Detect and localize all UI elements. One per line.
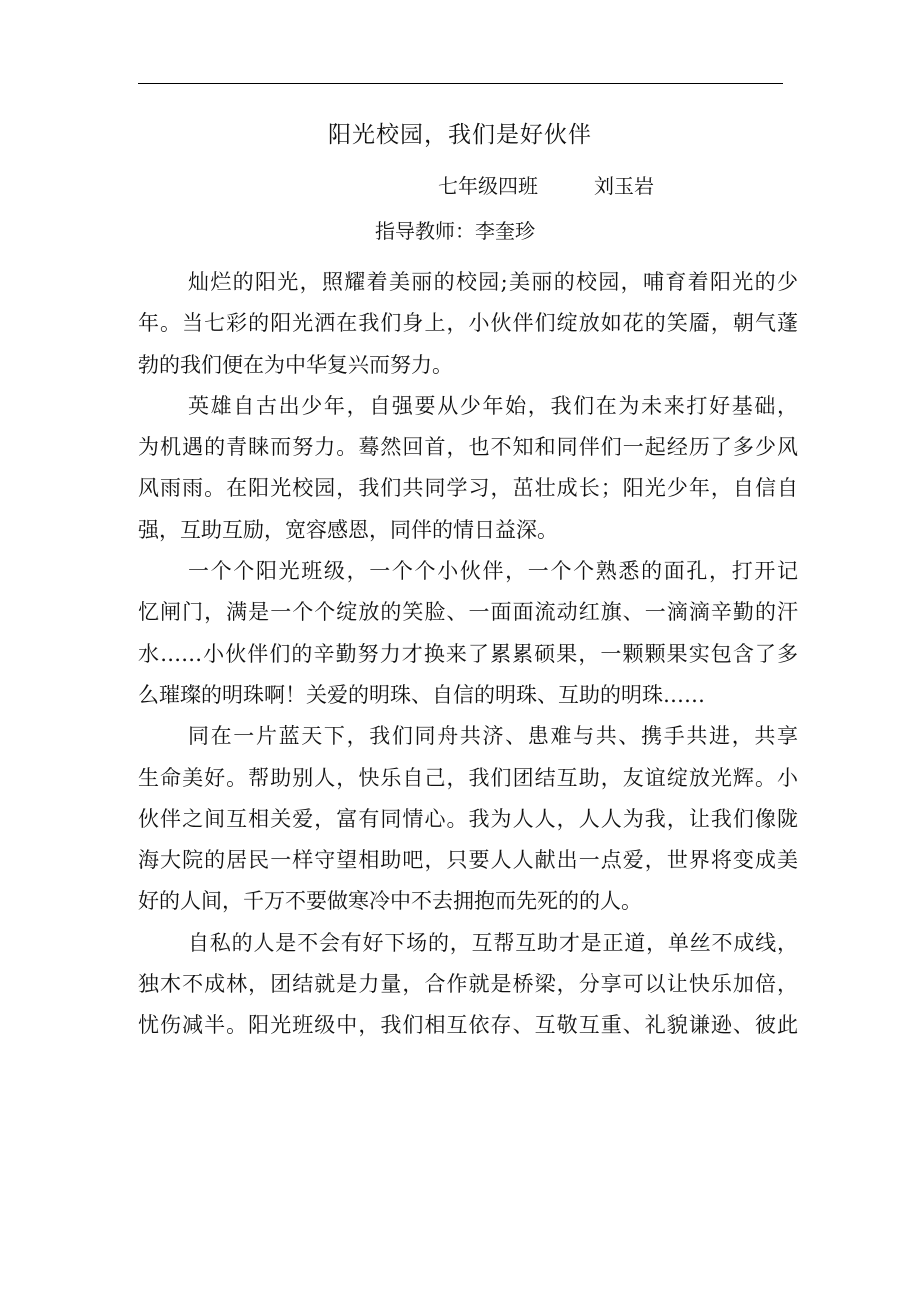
paragraph-1 xyxy=(138,262,798,386)
text-line: 么璀璨的明珠啊！关爱的明珠、自信的明珠、互助的明珠…… xyxy=(138,682,705,707)
text-line: 年。当七彩的阳光洒在我们身上，小伙伴们绽放如花的笑靥，朝气蓬 xyxy=(138,311,798,336)
text-line: 勃的我们便在为中华复兴而努力。 xyxy=(138,352,453,377)
text-line: 风雨雨。在阳光校园，我们共同学习，茁壮成长；阳光少年，自信自 xyxy=(138,476,798,501)
teacher-line: 指导教师：李奎珍 xyxy=(375,219,535,243)
text-line: 好的人间，千万不要做寒冷中不去拥抱而先死的的人。 xyxy=(138,889,642,914)
text-line: 忆闸门，满是一个个绽放的笑脸、一面面流动红旗、一滴滴辛勤的汗 xyxy=(138,600,798,625)
text-line: 自私的人是不会有好下场的，互帮互助才是正道，单丝不成线， xyxy=(188,930,798,955)
paragraph-4 xyxy=(138,716,798,922)
class-name: 七年级四班 xyxy=(438,174,538,198)
article-title: 阳光校园，我们是好伙伴 xyxy=(328,122,592,148)
paragraph-3 xyxy=(138,551,798,716)
paragraph-5 xyxy=(138,923,798,1047)
text-line: 海大院的居民一样守望相助吧，只要人人献出一点爱，世界将变成美 xyxy=(138,848,798,873)
paragraph-2 xyxy=(138,386,798,551)
text-line: 生命美好。帮助别人，快乐自己，我们团结互助，友谊绽放光辉。小 xyxy=(138,765,798,790)
text-line: 水……小伙伴们的辛勤努力才换来了累累硕果，一颗颗果实包含了多 xyxy=(138,641,798,666)
byline xyxy=(438,170,654,202)
text-line: 伙伴之间互相关爱，富有同情心。我为人人，人人为我，让我们像陇 xyxy=(138,806,798,831)
text-line: 同在一片蓝天下，我们同舟共济、患难与共、携手共进，共享 xyxy=(188,724,798,749)
text-line: 为机遇的青睐而努力。蓦然回首，也不知和同伴们一起经历了多少风 xyxy=(138,435,798,460)
text-line: 英雄自古出少年，自强要从少年始，我们在为未来打好基础， xyxy=(188,393,798,418)
text-line: 强，互助互励，宽容感恩，同伴的情日益深。 xyxy=(138,517,558,542)
text-line: 一个个阳光班级，一个个小伙伴，一个个熟悉的面孔，打开记 xyxy=(188,559,798,584)
article-body xyxy=(138,262,798,1047)
text-line: 忧伤减半。阳光班级中，我们相互依存、互敬互重、礼貌谦逊、彼此 xyxy=(138,1013,798,1038)
author-name: 刘玉岩 xyxy=(594,174,654,198)
text-line: 独木不成林，团结就是力量，合作就是桥梁，分享可以让快乐加倍， xyxy=(138,972,798,997)
header-rule xyxy=(138,83,783,84)
text-line: 灿烂的阳光，照耀着美丽的校园;美丽的校园，哺育着阳光的少 xyxy=(188,270,798,294)
